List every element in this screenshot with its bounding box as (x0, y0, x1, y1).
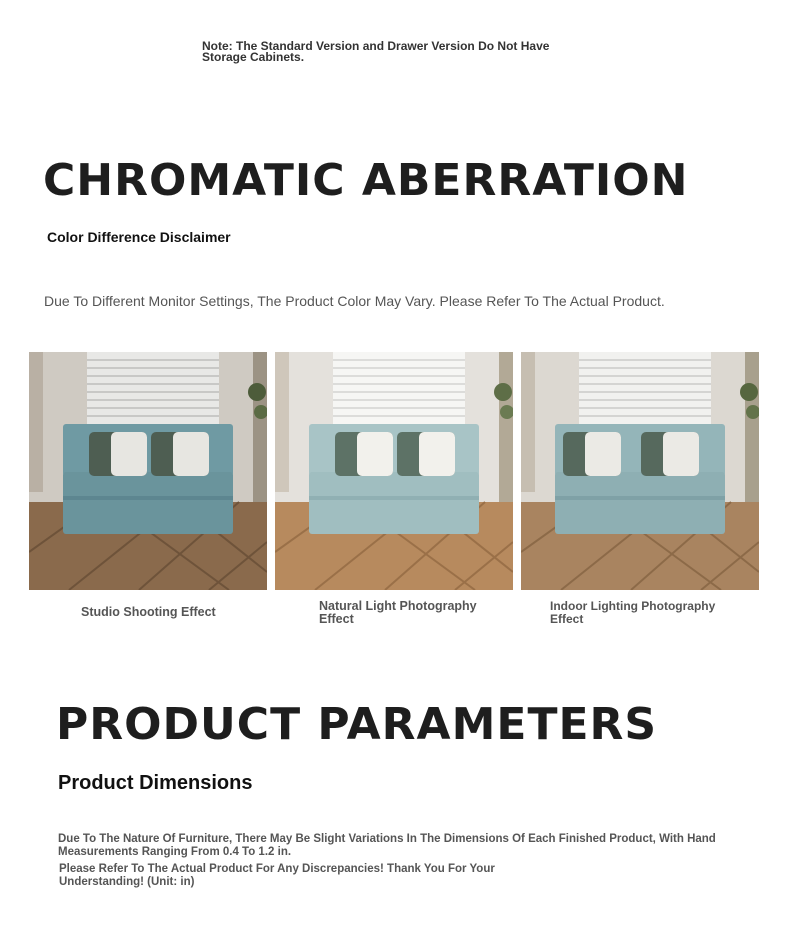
caption-indoor-lighting: Indoor Lighting Photography Effect (550, 599, 716, 626)
sofa-image (29, 352, 267, 590)
dimension-variation-text: Due To The Nature Of Furniture, There May Be Slight Variations In The Dimensions Of Each Finished Product, With Hand Measurements Ranging From 0.4 To 1.2 in. (58, 833, 716, 858)
color-difference-subheading: Color Difference Disclaimer (47, 229, 231, 245)
natural-light-photo (275, 352, 513, 590)
indoor-lighting-photo (521, 352, 759, 590)
sofa-image (275, 352, 513, 590)
caption-studio: Studio Shooting Effect (81, 605, 216, 619)
discrepancy-text: Please Refer To The Actual Product For Any Discrepancies! Thank You For Your Understanding! (Unit: in) (59, 863, 495, 888)
studio-shooting-photo (29, 352, 267, 590)
product-parameters-heading: PRODUCT PARAMETERS (56, 699, 658, 750)
caption-natural-light: Natural Light Photography Effect (319, 599, 477, 626)
product-dimensions-subheading: Product Dimensions (58, 772, 253, 794)
color-disclaimer-text: Due To Different Monitor Settings, The Product Color May Vary. Please Refer To The Actual Product. (44, 293, 665, 309)
chromatic-aberration-heading: CHROMATIC ABERRATION (43, 155, 689, 206)
sofa-image (521, 352, 759, 590)
storage-note: Note: The Standard Version and Drawer Version Do Not Have Storage Cabinets. (202, 39, 550, 64)
